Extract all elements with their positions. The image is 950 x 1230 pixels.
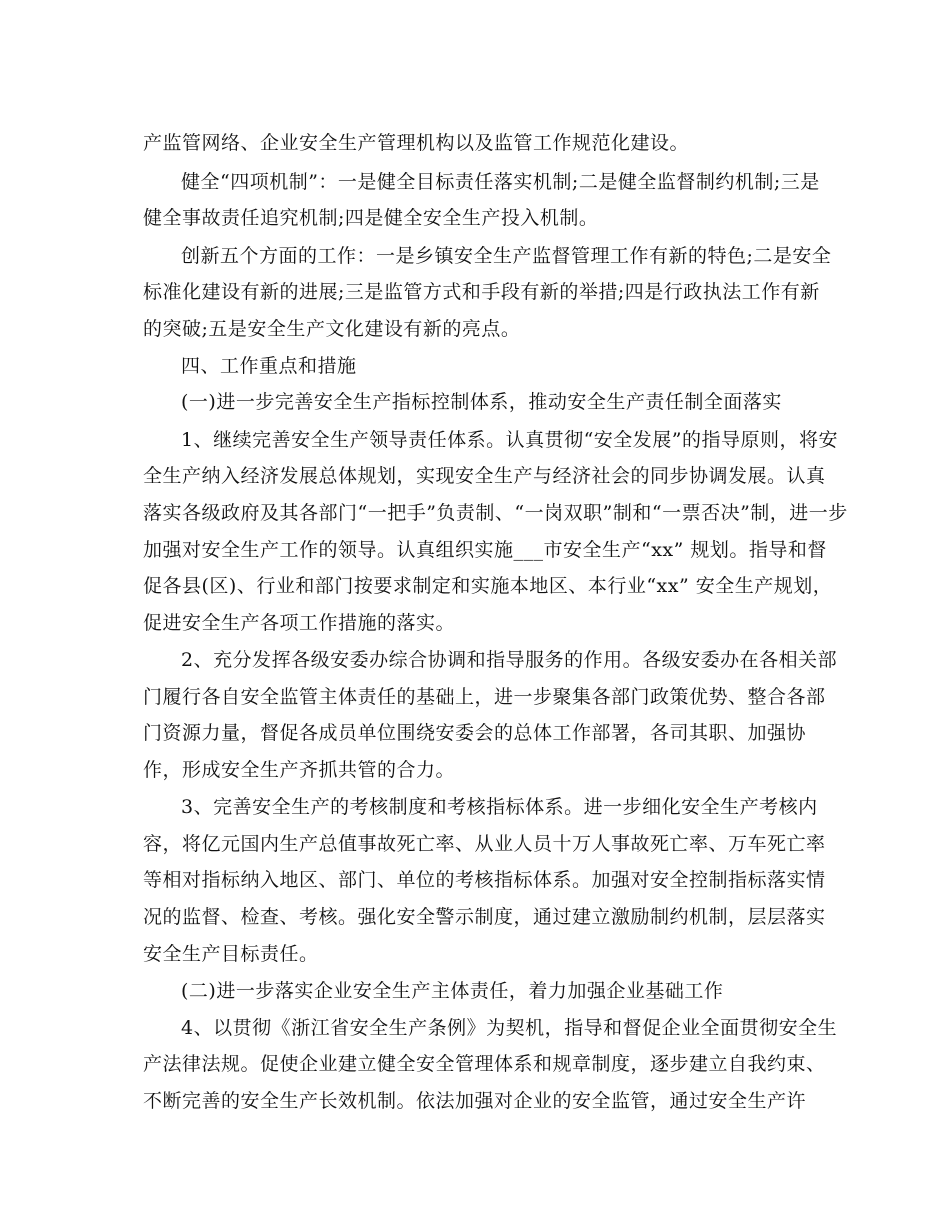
text-line: 1、继续完善安全生产领导责任体系。认真贯彻“安全发展”的指导原则，将安 [181,429,839,451]
text-line: 健全事故责任追究机制;四是健全安全生产投入机制。 [143,207,599,229]
text-line: 等相对指标纳入地区、部门、单位的考核指标体系。加强对安全控制指标落实情 [143,869,826,891]
text-line: 况的监督、检查、考核。强化安全警示制度，通过建立激励制约机制，层层落实 [143,906,826,928]
text-line: 促进安全生产各项工作措施的落实。 [143,612,456,634]
subsection-heading: (一)进一步完善安全生产指标控制体系，推动安全生产责任制全面落实 [181,391,782,413]
text-line: 健全“四项机制”：一是健全目标责任落实机制;二是健全监督制约机制;三是 [181,171,820,193]
text-line: 产监管网络、企业安全生产管理机构以及监管工作规范化建设。 [143,132,690,154]
section-heading: 四、工作重点和措施 [181,355,357,377]
text-line: 4、以贯彻《浙江省安全生产条例》为契机，指导和督促企业全面贯彻安全生 [181,1017,838,1039]
text-line: 促各县(区)、行业和部门按要求制定和实施本地区、本行业“xx” 安全生产规划， [143,575,833,597]
text-line: 2、充分发挥各级安委办综合协调和指导服务的作用。各级安委办在各相关部 [181,649,838,671]
text-line: 门资源力量，督促各成员单位围绕安委会的总体工作部署，各司其职、加强协 [143,722,807,744]
text-line: 全生产纳入经济发展总体规划，实现安全生产与经济社会的同步协调发展。认真 [143,465,826,487]
text-line: 产法律法规。促使企业建立健全安全管理体系和规章制度，逐步建立自我约束、 [143,1053,826,1075]
text-line: 的突破;五是安全生产文化建设有新的亮点。 [143,318,521,340]
text-line: 标准化建设有新的进展;三是监管方式和手段有新的举措;四是行政执法工作有新 [143,281,820,303]
text-line: 安全生产目标责任。 [143,943,319,965]
text-line: 容，将亿元国内生产总值事故死亡率、从业人员十万人事故死亡率、万车死亡率 [143,833,826,855]
text-line: 门履行各自安全监管主体责任的基础上，进一步聚集各部门政策优势、整合各部 [143,686,826,708]
text-line: 创新五个方面的工作：一是乡镇安全生产监督管理工作有新的特色;二是安全 [181,245,832,267]
text-line: 作，形成安全生产齐抓共管的合力。 [143,759,456,781]
text-line: 加强对安全生产工作的领导。认真组织实施___市安全生产“xx” 规划。指导和督 [143,539,827,561]
text-line: 不断完善的安全生产长效机制。依法加强对企业的安全监管，通过安全生产许 [143,1090,807,1112]
text-line: 3、完善安全生产的考核制度和考核指标体系。进一步细化安全生产考核内 [181,796,818,818]
subsection-heading: (二)进一步落实企业安全生产主体责任，着力加强企业基础工作 [181,980,724,1002]
text-line: 落实各级政府及其各部门“一把手”负责制、“一岗双职”制和“一票否决”制，进一步 [143,502,848,524]
